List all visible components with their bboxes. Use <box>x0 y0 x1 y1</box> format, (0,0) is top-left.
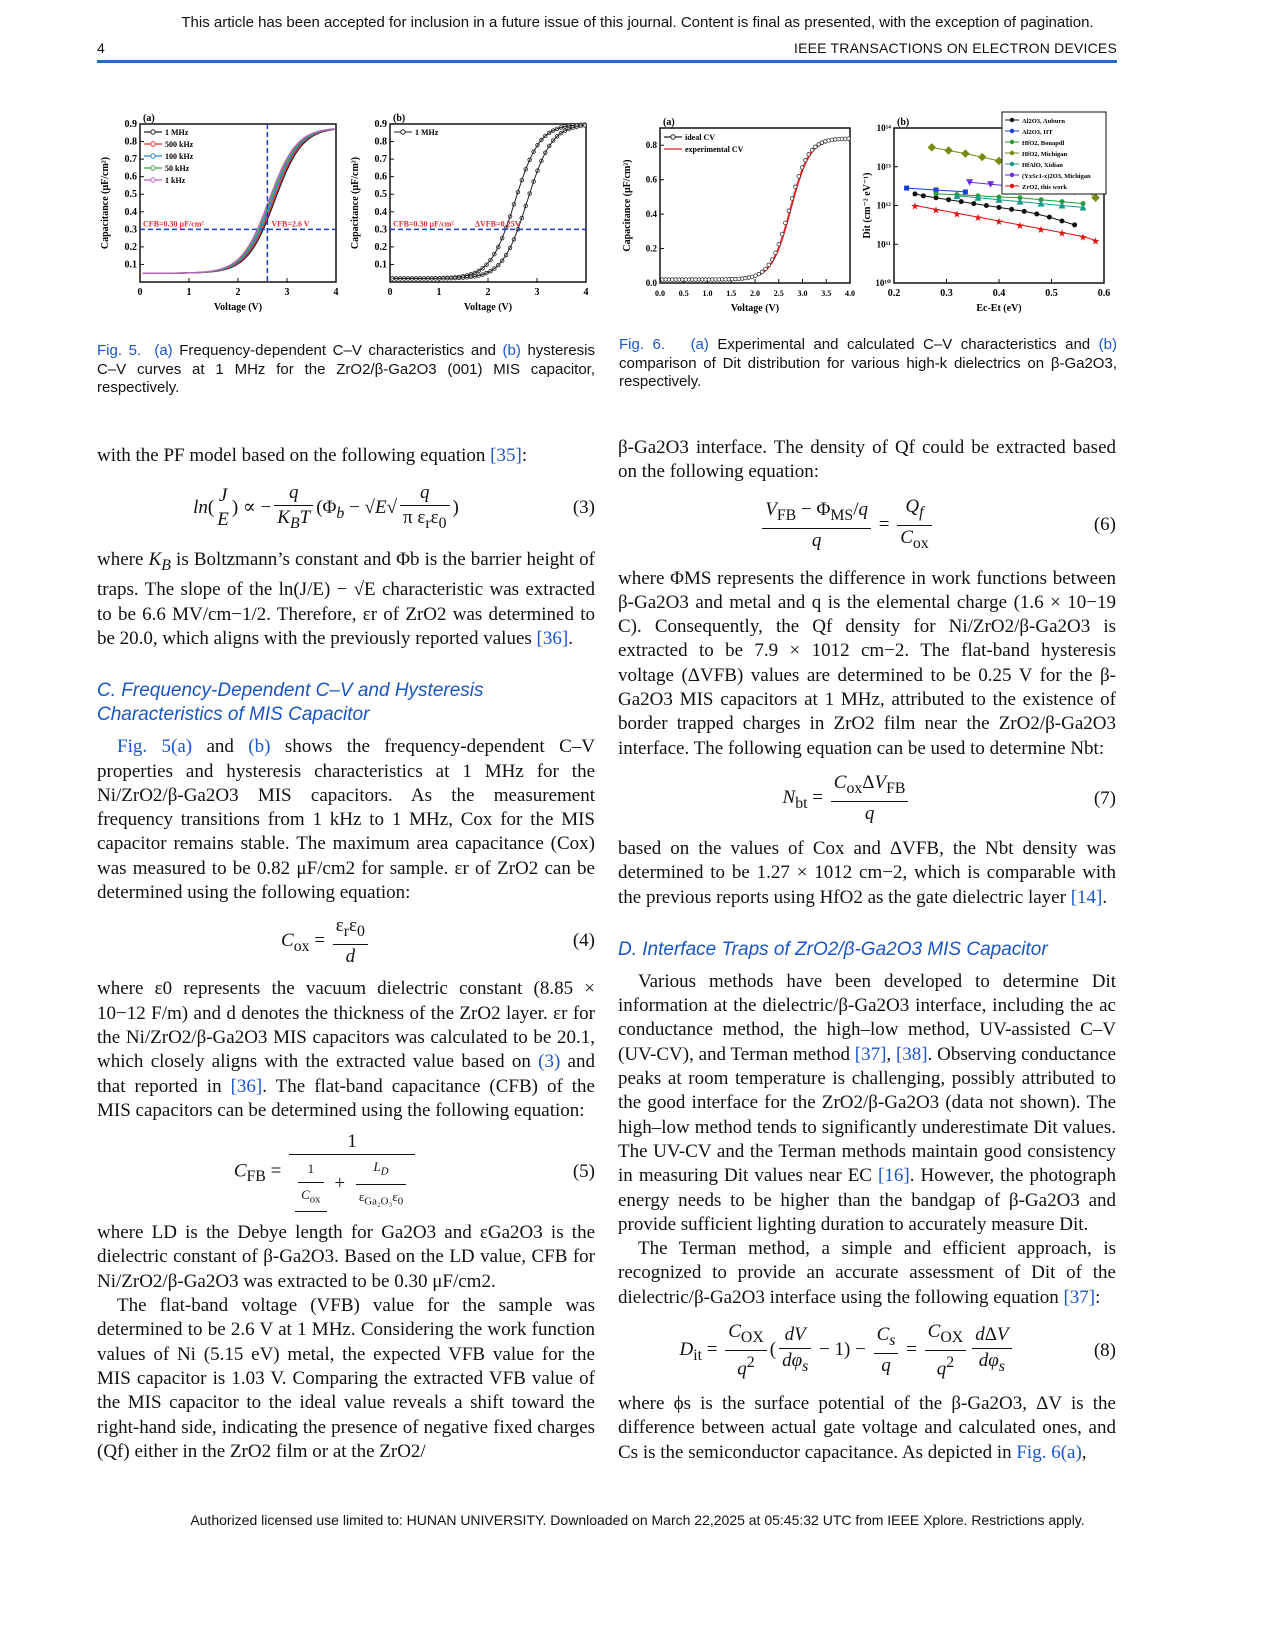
legend-marker <box>1010 140 1014 144</box>
dit-point <box>1009 207 1014 212</box>
paragraph: Fig. 5(a) and (b) shows the frequency-dependent C–V properties and hysteresis characteristics at 1 MHz for the Ni/ZrO2/β-Ga2O3 MIS capacitors. As the measurement frequency transitions from 1 kHz to 1 MHz, Cox for the MIS capacitor remains stable. The maximum area capacitance (Cox) was measured to be 0.82 μF/cm2 for sample. εr of ZrO2 can be determined using the following equation: <box>97 736 595 904</box>
paragraph: The flat-band voltage (VFB) value for the sample was determined to be 2.6 V at 1 MHz. Considering the work function values of Ni (5.15 eV) metal, the expected VFB value for the MIS capacitor is 1.03 V. Comparing the extracted VFB value of the MIS capacitor to the ideal value reveals a shift toward the right-hand side, indicating the presence of negative fixed charges (Qf) either in the ZrO2 film or at the ZrO2/ <box>97 1295 595 1462</box>
paragraph: Various methods have been developed to determine Dit information at the dielectric/β-Ga2O3 interface, including the ac conductance method, the high–low method, UV-assisted C–V (UV-CV), and Terman method [37], [38]. Observing conductance peaks at room temperature is challenging, possibly attributed to the good interface for the ZrO2/β-Ga2O3 (data not shown). The high–low method tends to significantly underestimate Dit values. The UV-CV and the Terman methods maintain good consistency in measuring Dit values near EC [16]. However, the photograph energy needs to be higher than the bandgap of β-Ga2O3 and provide sufficient lighting duration to accurately measure Dit. <box>618 970 1117 1235</box>
legend-marker <box>1010 151 1014 155</box>
legend-label: Al2O3, Auburn <box>1022 118 1065 125</box>
dit-point: ★ <box>931 205 941 217</box>
y-tick-label: 0.1 <box>374 259 387 271</box>
dit-point <box>904 186 909 191</box>
legend-label: ZrO2, this work <box>1022 184 1067 191</box>
ideal-cv-point <box>847 137 851 141</box>
legend-marker <box>671 135 675 139</box>
y-axis-label: Capacitance (μF/cm²) <box>350 156 361 250</box>
paragraph: where $K_B$ is Boltzmann’s constant and Φb is the barrier height of traps. The slope of the ln(J/E) − √E characteristic was extracted to be 6.6 MV/cm−1/2. Therefore, εr of ZrO2 was determined to be 20.0, which aligns with the previously reported values [36]. <box>97 549 595 649</box>
x-tick-label: 0.0 <box>655 289 665 298</box>
ref-35-link[interactable]: [35] <box>490 445 522 466</box>
fig5b-svg <box>348 108 598 323</box>
y-tick-label: 0.4 <box>645 209 657 220</box>
x-tick-label: 0.5 <box>678 289 689 298</box>
x-tick-label: 1 <box>436 287 442 298</box>
dit-point: ★ <box>952 209 962 221</box>
fig6-caption: Fig. 6. (a) Experimental and calculated C–V characteristics and (b) comparison of Dit distribution for various high-k dielectrics on β-Ga2O3, respectively. <box>619 336 1117 390</box>
legend-label: HfO2, Bonapdl <box>1022 140 1065 147</box>
footer-license: Authorized licensed use limited to: HUNAN UNIVERSITY. Downloaded on March 22,2025 at 05:45:32 UTC from IEEE Xplore. Restrictions apply. <box>190 1512 1085 1528</box>
legend-marker <box>1010 118 1014 122</box>
dit-point <box>921 193 926 198</box>
dit-point: ★ <box>1057 228 1067 240</box>
x-tick-label: 0 <box>387 287 393 298</box>
ref-38-link[interactable]: [38] <box>895 1043 928 1065</box>
dit-point: ★ <box>973 213 983 225</box>
fig5-link-a[interactable]: (a) <box>154 342 173 359</box>
right-column <box>618 436 1116 1465</box>
cv-curve-3 <box>143 129 335 273</box>
paragraph: where ϕs is the surface potential of the β-Ga2O3, ΔV is the difference between actual gate voltage and calculated ones, and Cs is the semiconductor capacitance. As depicted in Fig. 6(a), <box>618 1393 1116 1463</box>
fig5-caption: Fig. 5. (a) Frequency-dependent C–V characteristics and (b) hysteresis C–V curves at 1 MHz for the ZrO2/β-Ga2O3 (001) MIS capacitor, respectively. <box>97 342 595 396</box>
x-axis-label: Ec-Et (eV) <box>976 303 1022 314</box>
x-tick-label: 0.2 <box>887 288 901 299</box>
y-tick-label: 0.6 <box>124 171 137 183</box>
fig6a-chart <box>620 108 860 323</box>
cv-curve-0 <box>143 129 335 273</box>
y-tick-label: 0.9 <box>124 119 137 130</box>
vfb-annotation: VFB=2.6 V <box>271 219 310 229</box>
panel-label: (a) <box>143 113 155 124</box>
panel-label: (a) <box>663 117 675 128</box>
dit-point <box>1047 215 1052 220</box>
x-tick-label: 3.0 <box>797 289 808 298</box>
fig5-label: Fig. 5. <box>97 342 142 359</box>
panel-label: (b) <box>393 113 406 124</box>
legend-marker <box>151 154 155 158</box>
legend-label: ideal CV <box>685 133 715 142</box>
dit-point <box>1072 222 1077 227</box>
y-tick-label: 0.6 <box>374 171 387 183</box>
fig6-link-a[interactable]: (a) <box>690 336 709 353</box>
hysteresis-curve-0 <box>393 125 585 279</box>
ref-36-link[interactable]: [36] <box>230 1075 263 1097</box>
dit-point <box>1091 194 1099 202</box>
equation-3: ln( J E ) ∝ − $\frac{q}{K_BT}$ ($\Phi_b - √E√$ $\frac{q}{\pi \varepsilon_r\varepsilon_0}$ ) (3) <box>193 481 595 532</box>
journal-title: IEEE TRANSACTIONS ON ELECTRON DEVICES <box>794 40 1117 56</box>
ideal-cv-point <box>794 185 798 189</box>
x-tick-label: 1 <box>186 287 192 298</box>
ideal-cv-point <box>760 270 764 274</box>
dit-point <box>959 199 964 204</box>
legend-marker <box>401 130 405 134</box>
x-tick-label: 0.3 <box>940 288 953 299</box>
y-tick-label: 0.3 <box>374 224 387 236</box>
fig5a-svg <box>98 108 348 323</box>
legend-label: HfAlO, Xidian <box>1022 162 1063 169</box>
x-tick-label: 0.4 <box>992 288 1006 299</box>
section-heading-c: C. Frequency-Dependent C–V and Hysteresis Characteristics of MIS Capacitor <box>97 680 484 726</box>
ideal-cv-point <box>804 158 808 162</box>
ideal-cv-point <box>790 197 794 201</box>
x-tick-label: 1.0 <box>702 289 713 298</box>
legend-marker <box>1010 129 1014 133</box>
legend-marker <box>151 130 155 134</box>
dit-point: ★ <box>910 201 920 213</box>
ideal-cv-point <box>810 148 814 152</box>
fig6-link-b[interactable]: (b) <box>1098 336 1117 353</box>
legend-marker <box>1010 173 1014 177</box>
dit-point <box>1060 219 1065 224</box>
y-tick-label: 0.2 <box>374 241 387 253</box>
legend-marker <box>151 166 155 170</box>
paragraph: β-Ga2O3 interface. The density of Qf could be extracted based on the following equation: <box>618 437 1116 483</box>
dit-point <box>961 149 969 157</box>
y-tick-label: 10¹⁴ <box>876 123 891 133</box>
ref-37-link[interactable]: [37] <box>1063 1286 1096 1308</box>
dit-point <box>913 191 918 196</box>
y-tick-label: 0.2 <box>645 243 657 254</box>
x-axis-label: Voltage (V) <box>730 303 780 314</box>
ref-37-link[interactable]: [37] <box>854 1043 887 1065</box>
ideal-cv-point <box>757 272 761 276</box>
page-number: 4 <box>97 40 105 56</box>
y-axis-label: Capacitance (μF/cm²) <box>100 156 111 250</box>
dvfb-annotation: ΔVFB=0.25V <box>475 219 521 229</box>
experimental-cv-curve <box>661 139 849 280</box>
panel-label: (b) <box>897 117 910 128</box>
y-tick-label: 10¹¹ <box>876 239 891 250</box>
legend-label: 100 kHz <box>165 152 194 161</box>
x-tick-label: 0.5 <box>1045 288 1058 299</box>
header-rule <box>97 60 1117 63</box>
legend-label: 1 MHz <box>415 128 439 137</box>
fig6a-link[interactable]: Fig. 6(a) <box>1016 1441 1082 1463</box>
y-tick-label: 0.5 <box>374 189 387 201</box>
dit-point <box>928 143 936 151</box>
x-tick-label: 2.0 <box>750 289 760 298</box>
paragraph: The Terman method, a simple and efficient approach, is recognized to provide an accurate assessment of Dit of the dielectric/β-Ga2O3 interface using the following equation [37]: <box>618 1238 1116 1308</box>
acceptance-notice: This article has been accepted for inclusion in a future issue of this journal. Content is final as presented, with the exception of pagination. <box>181 14 1094 31</box>
y-tick-label: 0.7 <box>374 154 387 166</box>
fig5b-link[interactable]: (b) <box>248 736 271 758</box>
fig6b-svg <box>860 108 1120 323</box>
legend-label: 1 kHz <box>165 176 186 185</box>
legend-marker <box>151 142 155 146</box>
equation-7: $N_{bt}$ = $\frac{C_{ox}\Delta V_{FB}}{q}$ (7) <box>782 772 1116 825</box>
cv-curve-1 <box>143 129 335 273</box>
paragraph: with the PF model based on the following equation [35]: <box>97 445 528 466</box>
ideal-cv-point <box>770 258 774 262</box>
equation-6: $\frac{V_{FB} - \Phi_{MS}/q}{q}$ = $\frac{Q_f}{C_{ox}}$ (6) <box>618 493 1116 559</box>
ideal-cv-point <box>814 145 818 149</box>
y-tick-label: 0.5 <box>124 189 137 201</box>
ideal-cv-point <box>777 242 781 246</box>
legend-label: (YxSc1-x)2O3, Michigan <box>1022 173 1091 180</box>
legend-label: 50 kHz <box>165 164 190 173</box>
cfb-annotation: CFB=0.30 μF/cm² <box>393 219 454 229</box>
y-tick-label: 0.8 <box>374 136 387 148</box>
dit-point: ★ <box>1078 232 1088 244</box>
paragraph: based on the values of Cox and ΔVFB, the Nbt density was determined to be 1.27 × 1012 cm−2, which is comparable with the previous reports using HfO2 as the gate dielectric layer [14]. <box>618 837 1116 908</box>
equation-8: $D_{it}$ = $\frac{C_{OX}}{q^2}$ ( $\frac{dV}{d\varphi_s}$ − 1) − $\frac{C_s}{q}$ = $\frac{C_{OX}}{q^2}$ $\frac{\text{dΔV}}{d\varphi_s}$ (8) <box>679 1321 1116 1380</box>
ref-16-link[interactable]: [16] <box>878 1165 910 1187</box>
paragraph: where ε0 represents the vacuum dielectric constant (8.85 × 10−12 F/m) and d denotes the thickness of the ZrO2 layer. εr for the Ni/ZrO2/β-Ga2O3 MIS capacitors was calculated to be 20.1, which closely aligns with the extracted value based on (3) and that reported in [36]. The flat-band capacitance (CFB) of the MIS capacitors can be determined using the following equation: <box>97 978 595 1121</box>
dit-point <box>984 203 989 208</box>
x-axis-label: Voltage (V) <box>463 302 513 313</box>
x-tick-label: 0.6 <box>1097 288 1111 299</box>
paragraph: where ΦMS represents the difference in work functions between β-Ga2O3 and metal and q is the elemental charge (1.6 × 10−19 C). Consequently, the Qf density for Ni/ZrO2/β-Ga2O3 is extracted to be 7.9 × 1012 cm−2. The flat-band hysteresis voltage (ΔVFB) values are determined to be 0.25 V for the β-Ga2O3 MIS capacitors at 1 MHz, attributed to the existence of border trapped charges in ZrO2 film near the ZrO2/β-Ga2O3 interface. The following equation can be used to determine Nbt: <box>618 567 1116 759</box>
y-tick-label: 10¹² <box>876 200 891 211</box>
y-tick-label: 0.9 <box>374 119 387 130</box>
dit-point <box>944 146 952 154</box>
ideal-cv-point <box>784 221 788 225</box>
dit-point <box>971 201 976 206</box>
ref-36-link[interactable]: [36] <box>536 627 569 649</box>
equation-4: $C_{ox}$ = $\frac{\varepsilon_r\varepsilon_0}{d}$ (4) <box>281 914 595 967</box>
x-tick-label: 4 <box>583 287 589 298</box>
legend-label: experimental CV <box>685 145 744 154</box>
ideal-cv-point <box>827 139 831 143</box>
legend-marker <box>151 178 155 182</box>
dit-point <box>978 153 986 161</box>
x-axis-label: Voltage (V) <box>213 302 263 313</box>
fig6b-chart <box>860 108 1120 323</box>
y-tick-label: 0.1 <box>124 259 137 271</box>
fig5a-chart <box>98 108 348 323</box>
left-column <box>97 444 595 1464</box>
y-tick-label: 10¹⁰ <box>875 278 891 288</box>
dit-point <box>946 197 951 202</box>
y-tick-label: 0.3 <box>124 224 137 236</box>
y-tick-label: 0.0 <box>645 278 657 288</box>
ideal-cv-point <box>767 263 771 267</box>
dit-point <box>934 191 939 196</box>
ideal-cv-point <box>780 232 784 236</box>
fig5a-link[interactable]: Fig. 5(a) <box>117 736 193 758</box>
legend-marker <box>1010 184 1014 188</box>
x-tick-label: 2.5 <box>773 289 784 298</box>
x-tick-label: 3 <box>284 287 290 298</box>
x-tick-label: 3.5 <box>821 289 832 298</box>
section-heading-d: D. Interface Traps of ZrO2/β-Ga2O3 MIS Capacitor <box>618 938 1048 960</box>
fig5b-chart <box>348 108 598 323</box>
fig5-link-b[interactable]: (b) <box>502 342 521 359</box>
dit-point: ★ <box>1036 224 1046 236</box>
x-tick-label: 4 <box>333 287 339 298</box>
ref-14-link[interactable]: [14] <box>1070 886 1103 908</box>
legend-label: 1 MHz <box>165 128 189 137</box>
legend-marker <box>1010 162 1014 166</box>
x-tick-label: 0 <box>137 287 143 298</box>
y-tick-label: 0.7 <box>124 154 137 166</box>
ideal-cv-point <box>787 209 791 213</box>
x-tick-label: 4.0 <box>845 289 855 298</box>
y-tick-label: 0.2 <box>124 241 137 253</box>
legend-label: HfO2, Michigan <box>1022 151 1068 158</box>
y-tick-label: 0.8 <box>645 140 657 151</box>
dit-point: ★ <box>1015 220 1025 232</box>
eq3-link[interactable]: (3) <box>538 1051 561 1073</box>
y-tick-label: 0.8 <box>124 136 137 148</box>
dit-point <box>1034 212 1039 217</box>
y-tick-label: 0.6 <box>645 174 657 185</box>
cfb-annotation: CFB=0.30 μF/cm² <box>143 219 204 229</box>
legend-label: 500 kHz <box>165 140 194 149</box>
ideal-cv-point <box>800 166 804 170</box>
ideal-cv-point <box>807 153 811 157</box>
cv-curve-4 <box>143 129 335 274</box>
hysteresis-curve-1 <box>393 125 585 278</box>
dit-point <box>963 189 968 194</box>
x-tick-label: 2 <box>485 287 491 298</box>
dit-point: ★ <box>1091 236 1101 248</box>
equation-5: $C_{FB}$ = 1 $\frac{1}{C_{ox}}$ + $\frac{L_D}{\varepsilon_{Ga_2O_3}\varepsilon_0}$ (5) <box>97 1131 595 1213</box>
ideal-cv-point <box>797 175 801 179</box>
x-tick-label: 1.5 <box>726 289 737 298</box>
x-tick-label: 3 <box>534 287 540 298</box>
y-axis-label: Capacitance (μF/cm²) <box>622 159 633 252</box>
dit-point <box>1022 209 1027 214</box>
plot-frame <box>390 124 586 282</box>
dit-point: ★ <box>994 217 1004 228</box>
y-tick-label: 0.4 <box>124 206 137 218</box>
paragraph: where LD is the Debye length for Ga2O3 and εGa2O3 is the dielectric constant of β-Ga2O3. Based on the LD value, CFB for Ni/ZrO2/β-Ga2O3 was extracted to be 0.30 μF/cm2. <box>97 1222 595 1292</box>
ideal-cv-point <box>774 251 778 255</box>
ideal-cv-point <box>764 267 768 271</box>
fig6a-svg <box>620 108 860 323</box>
y-tick-label: 0.4 <box>374 206 387 218</box>
fig6-label: Fig. 6. <box>619 336 666 353</box>
legend-label: Al2O3, IIT <box>1022 129 1053 136</box>
x-tick-label: 2 <box>235 287 241 298</box>
y-tick-label: 10¹³ <box>876 161 891 172</box>
dit-point <box>997 205 1002 210</box>
y-axis-label: Dit (cm⁻² eV⁻¹) <box>862 172 873 239</box>
cv-curve-2 <box>143 129 335 273</box>
